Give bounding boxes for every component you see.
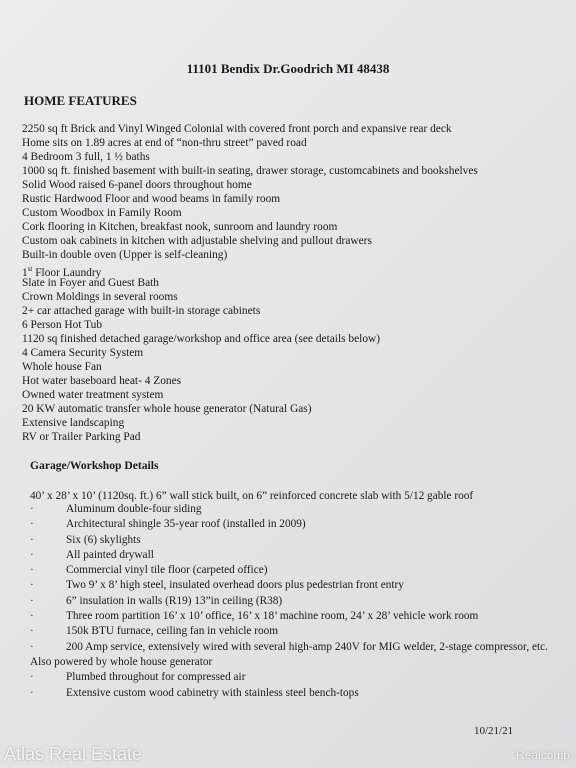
feature-line: Home sits on 1.89 acres at end of “non-thru street” paved road	[22, 137, 307, 149]
detail-item	[30, 578, 560, 593]
detail-text: 150k BTU furnace, ceiling fan in vehicle room	[66, 625, 279, 638]
detail-text: Extensive custom wood cabinetry with stainless steel bench-tops	[66, 686, 359, 699]
feature-line: Extensive landscaping	[22, 417, 125, 429]
feature-line: RV or Trailer Parking Pad	[22, 431, 141, 443]
watermark-mls: Realcomp	[515, 748, 570, 762]
detail-text: Two 9’ x 8’ high steel, insulated overhead doors plus pedestrian front entry	[66, 579, 404, 592]
feature-line: 4 Camera Security System	[22, 347, 144, 359]
feature-line: Crown Moldings in several rooms	[22, 291, 178, 303]
bullet-icon: ·	[30, 686, 34, 699]
feature-line: Hot water baseboard heat- 4 Zones	[22, 375, 182, 387]
document-date: 10/21/21	[474, 725, 514, 737]
detail-text: 6” insulation in walls (R19) 13”in ceiling (R38)	[66, 594, 283, 607]
feature-line: 1120 sq finished detached garage/workshop and office area (see details below)	[22, 333, 381, 345]
bullet-icon: ·	[30, 548, 34, 561]
detail-text: Architectural shingle 35-year roof (installed in 2009)	[66, 518, 306, 531]
bullet-icon: ·	[30, 640, 34, 653]
detail-item	[30, 594, 560, 609]
feature-line: 1st Floor Laundry	[22, 265, 102, 279]
watermark-brokerage: Atlas Real Estate	[4, 744, 143, 764]
bullet-icon: ·	[30, 503, 34, 515]
detail-item	[30, 517, 560, 532]
feature-line: Cork flooring in Kitchen, breakfast nook, sunroom and laundry room	[22, 221, 338, 233]
bullet-icon: ·	[30, 594, 34, 607]
detail-item	[30, 502, 560, 517]
bullet-icon: ·	[30, 625, 34, 638]
home-features-heading: HOME FEATURES	[24, 93, 137, 108]
bullet-icon: ·	[30, 518, 34, 531]
detail-item	[30, 609, 560, 624]
detail-text: Three room partition 16’ x 10’ office, 16’ x 18’ machine room, 24’ x 28’ vehicle work room	[66, 610, 479, 623]
bullet-icon: ·	[30, 671, 34, 684]
garage-details-list	[30, 502, 560, 701]
detail-text: All painted drywall	[66, 548, 154, 561]
feature-line: Slate in Foyer and Guest Bath	[22, 277, 159, 289]
bullet-icon: ·	[30, 564, 34, 577]
page-title: 11101 Bendix Dr.Goodrich MI 48438	[186, 61, 390, 76]
bullet-icon: ·	[30, 579, 34, 592]
garage-heading: Garage/Workshop Details	[30, 459, 159, 472]
feature-line: Owned water treatment system	[22, 389, 164, 401]
feature-line: Solid Wood raised 6-panel doors throughout home	[22, 179, 252, 191]
bullet-icon: ·	[30, 610, 34, 623]
detail-item	[30, 563, 560, 578]
feature-line: 2250 sq ft Brick and Vinyl Winged Colonial with covered front porch and expansive rear deck	[22, 123, 452, 135]
feature-line: 6 Person Hot Tub	[22, 319, 103, 331]
feature-line: 4 Bedroom 3 full, 1 ½ baths	[22, 151, 150, 163]
feature-line: 1000 sq ft. finished basement with built-in seating, drawer storage, customcabinets and bookshelves	[22, 165, 478, 177]
detail-item	[30, 640, 560, 671]
detail-item	[30, 624, 560, 639]
detail-item	[30, 533, 560, 548]
feature-line: Whole house Fan	[22, 361, 102, 373]
feature-line: Built-in double oven (Upper is self-cleaning)	[22, 249, 228, 261]
detail-text: Commercial vinyl tile floor (carpeted office)	[66, 564, 268, 577]
feature-line: 2+ car attached garage with built-in storage cabinets	[22, 305, 261, 317]
feature-line: Custom oak cabinets in kitchen with adjustable shelving and pullout drawers	[22, 235, 372, 247]
feature-line: 20 KW automatic transfer whole house generator (Natural Gas)	[22, 403, 312, 415]
detail-text: Aluminum double-four siding	[66, 503, 202, 515]
bullet-icon: ·	[30, 533, 34, 546]
detail-item	[30, 686, 560, 701]
detail-text: 200 Amp service, extensively wired with several high-amp 240V for MIG welder, 2-stage compressor, etc. Also powered by whole house generator	[30, 640, 549, 668]
detail-text: Six (6) skylights	[66, 533, 141, 546]
detail-item	[30, 548, 560, 563]
detail-text: Plumbed throughout for compressed air	[66, 671, 246, 684]
feature-line: Custom Woodbox in Family Room	[22, 207, 182, 219]
detail-item	[30, 670, 560, 685]
home-features-list	[22, 122, 562, 444]
feature-line: Rustic Hardwood Floor and wood beams in family room	[22, 193, 281, 205]
garage-intro: 40’ x 28’ x 10’ (1120sq. ft.) 6” wall stick built, on 6” reinforced concrete slab with 5/12 gable roof	[30, 490, 474, 502]
